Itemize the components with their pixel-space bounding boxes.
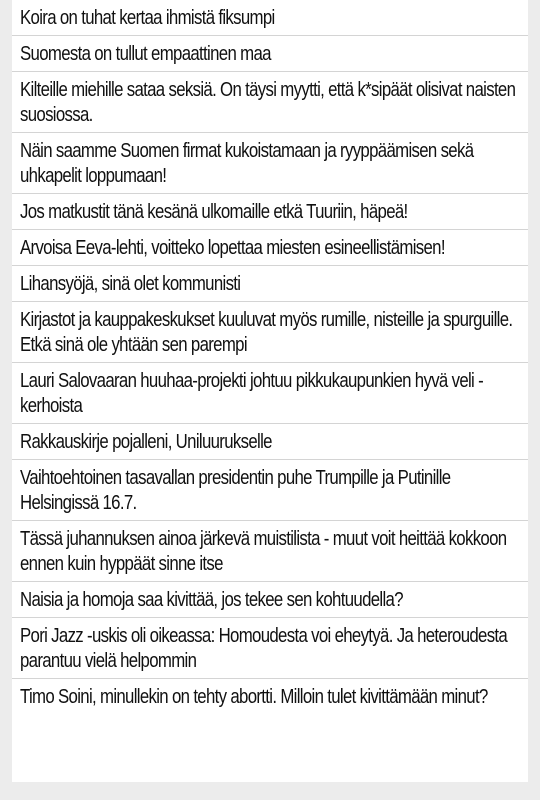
headline-link[interactable]: Arvoisa Eeva-lehti, voitteko lopettaa miesten esineellistämisen! (20, 237, 445, 259)
headline-link[interactable]: Tässä juhannuksen ainoa järkevä muistilista - muut voit heittää kokkoon ennen kuin hyppäät sinne itse (20, 528, 507, 575)
headline-link[interactable]: Suomesta on tullut empaattinen maa (20, 43, 271, 65)
list-item[interactable] (12, 230, 528, 266)
list-item[interactable] (12, 521, 528, 582)
headline-link[interactable]: Kilteille miehille sataa seksiä. On täysi myytti, että k*sipäät olisivat naisten suosiossa. (20, 79, 516, 126)
list-item[interactable] (12, 618, 528, 679)
list-item[interactable] (12, 133, 528, 194)
headline-link[interactable]: Kirjastot ja kauppakeskukset kuuluvat myös rumille, nisteille ja spurguille. Etkä sinä ole yhtään sen parempi (20, 309, 513, 356)
headline-link[interactable]: Lauri Salovaaran huuhaa-projekti johtuu pikkukaupunkien hyvä veli -kerhoista (20, 370, 484, 417)
headline-link[interactable]: Lihansyöjä, sinä olet kommunisti (20, 273, 241, 295)
list-item[interactable] (12, 424, 528, 460)
headline-link[interactable]: Vaihtoehtoinen tasavallan presidentin puhe Trumpille ja Putinille Helsingissä 16.7. (20, 467, 451, 514)
list-item[interactable] (12, 72, 528, 133)
list-item[interactable] (12, 0, 528, 36)
list-item[interactable] (12, 302, 528, 363)
headline-link[interactable]: Timo Soini, minullekin on tehty abortti. Milloin tulet kivittämään minut? (20, 686, 488, 708)
headline-link[interactable]: Näin saamme Suomen firmat kukoistamaan ja ryyppäämisen sekä uhkapelit loppumaan! (20, 140, 474, 187)
headline-link[interactable]: Koira on tuhat kertaa ihmistä fiksumpi (20, 7, 275, 29)
headline-link[interactable]: Jos matkustit tänä kesänä ulkomaille etkä Tuuriin, häpeä! (20, 201, 408, 223)
list-item[interactable] (12, 460, 528, 521)
list-item[interactable] (12, 582, 528, 618)
headline-link[interactable]: Naisia ja homoja saa kivittää, jos tekee sen kohtuudella? (20, 589, 403, 611)
headline-link[interactable]: Pori Jazz -uskis oli oikeassa: Homoudesta voi eheytyä. Ja heteroudesta parantuu vielä helpommin (20, 625, 508, 672)
list-item[interactable] (12, 363, 528, 424)
list-item[interactable] (12, 266, 528, 302)
list-item[interactable] (12, 194, 528, 230)
headline-link[interactable]: Rakkauskirje pojalleni, Uniluurukselle (20, 431, 272, 453)
article-list-panel (12, 0, 528, 782)
article-list (12, 0, 528, 714)
list-item[interactable] (12, 679, 528, 714)
list-item[interactable] (12, 36, 528, 72)
